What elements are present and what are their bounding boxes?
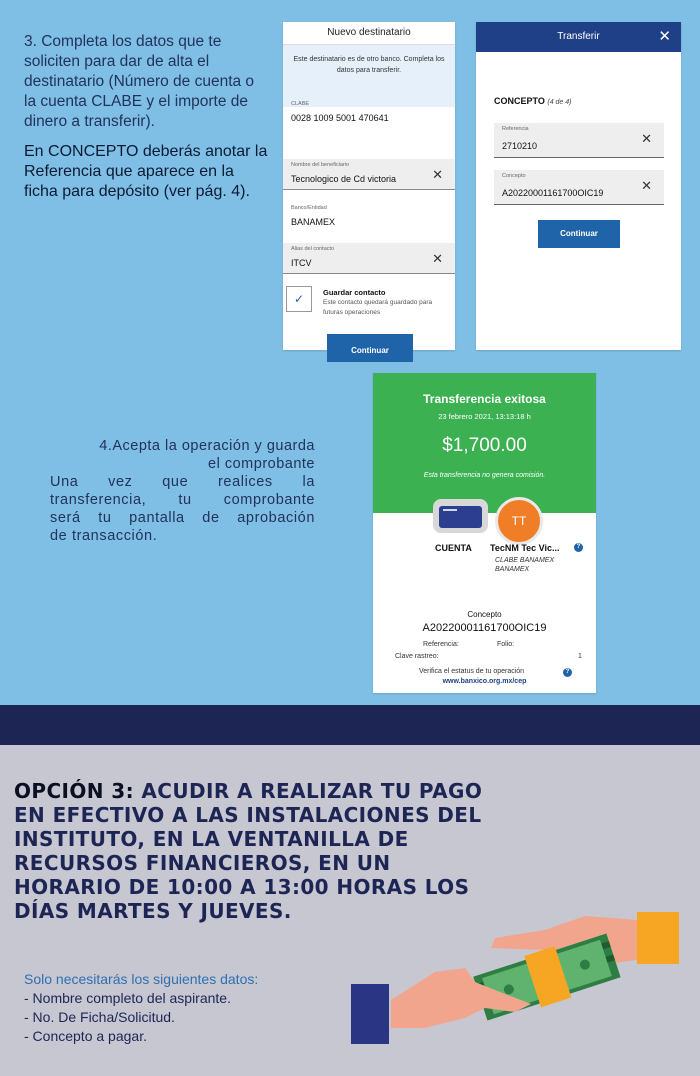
success-banner xyxy=(373,373,596,513)
close-icon[interactable]: ✕ xyxy=(658,28,671,45)
tracking-key-value: 1 xyxy=(578,653,582,660)
success-amount: $1,700.00 xyxy=(442,435,527,456)
step4-desc-line3: será tu pantalla de aprobación xyxy=(50,510,315,526)
new-recipient-screen xyxy=(283,22,455,355)
step4-desc-line4: de transacción. xyxy=(50,528,158,544)
save-contact-title: Guardar contacto xyxy=(323,288,386,297)
transfer-header xyxy=(476,22,681,52)
concept-label: Concepto xyxy=(502,173,526,179)
save-contact-desc: Este contacto quedará guardado para futuras operaciones xyxy=(323,299,433,316)
step3-concepto-note: En CONCEPTO deberás anotar la Referencia que aparece en la ficha para depósito (ver pág. 4). xyxy=(24,143,268,200)
requirement-item: - Concepto a pagar. xyxy=(24,1028,147,1044)
other-bank-notice: Este destinatario es de otro banco. Completa los datos para transferir. xyxy=(283,45,455,107)
alias-value: ITCV xyxy=(291,258,312,268)
requirements-list xyxy=(24,970,258,1046)
reference-field[interactable] xyxy=(494,123,664,158)
verify-status-text: Verifica el estatus de tu operación xyxy=(419,668,525,675)
step4-desc-line2: transferencia, tu comprobante xyxy=(50,492,315,508)
concept-value: A20220001161700OIC19 xyxy=(422,622,547,634)
continue-button[interactable]: Continuar xyxy=(538,220,620,248)
bank-value: BANAMEX xyxy=(291,217,336,227)
reference-label: Referencia: xyxy=(423,641,459,648)
alias-field[interactable] xyxy=(283,243,455,274)
success-title: Transferencia exitosa xyxy=(423,392,546,406)
bank-label: Banco/Entidad xyxy=(291,205,327,211)
clear-beneficiary-icon[interactable]: ✕ xyxy=(432,167,443,182)
clear-reference-icon[interactable]: ✕ xyxy=(641,131,652,146)
verify-info-icon[interactable]: ? xyxy=(563,668,572,677)
success-date: 23 febrero 2021, 13:13:18 h xyxy=(438,412,531,421)
bank-card-icon xyxy=(433,499,488,533)
left-cuff-shape xyxy=(351,984,389,1044)
clabe-bank-line1: CLABE BANAMEX xyxy=(495,557,555,564)
folio-label: Folio: xyxy=(497,641,515,648)
step4-desc-line1: Una vez que realices la xyxy=(50,474,315,490)
beneficiary-label: Nombre del beneficiario xyxy=(291,162,350,168)
concepto-step: (4 de 4) xyxy=(547,99,572,106)
divider-band xyxy=(0,705,700,745)
clear-alias-icon[interactable]: ✕ xyxy=(432,251,443,266)
option3-label: OPCIÓN 3: xyxy=(14,779,134,803)
commission-note: Esta transferencia no genera comisión. xyxy=(423,472,546,479)
clabe-field[interactable] xyxy=(283,98,455,128)
option3-body: ACUDIR A REALIZAR TU PAGO EN EFECTIVO A LAS INSTALACIONES DEL INSTITUTO, EN LA VENTANILLA DE RECURSOS FINANCIEROS, EN UN HORARIO DE 10:00 A 13:00 HORAS LOS DÍAS MARTES Y JUEVES. xyxy=(14,779,483,923)
right-cuff-shape xyxy=(637,912,679,964)
alias-label: Alias del contacto xyxy=(291,246,335,252)
step3-instructions xyxy=(24,32,269,212)
beneficiary-value: Tecnologico de Cd victoria xyxy=(291,174,397,184)
concept-field[interactable] xyxy=(494,170,664,205)
clabe-label: CLABE xyxy=(291,101,310,107)
clear-concept-icon[interactable]: ✕ xyxy=(641,178,652,193)
clabe-value: 0028 1009 5001 470641 xyxy=(291,113,389,123)
concepto-section-title xyxy=(494,96,571,106)
requirement-item: - No. De Ficha/Solicitud. xyxy=(24,1009,175,1025)
requirements-heading: Solo necesitarás los siguientes datos: xyxy=(24,971,259,987)
clabe-bank-line2: BANAMEX xyxy=(495,566,530,573)
requirement-item: - Nombre completo del aspirante. xyxy=(24,990,231,1006)
avatar: TT xyxy=(495,497,543,545)
reference-label: Referencia xyxy=(502,126,529,132)
transfer-success-screen xyxy=(373,373,596,693)
transfer-screen xyxy=(476,22,681,350)
continue-button[interactable]: Continuar xyxy=(327,334,413,362)
step4-heading-line2: el comprobante xyxy=(208,456,315,472)
save-contact-checkbox[interactable]: ✓ xyxy=(286,286,312,312)
account-label: CUENTA xyxy=(435,543,472,553)
cash-payment-illustration xyxy=(345,908,685,1048)
new-recipient-title: Nuevo destinatario xyxy=(283,22,455,45)
step4-heading-line1: 4.Acepta la operación y guarda xyxy=(99,438,315,454)
beneficiary-field[interactable] xyxy=(283,159,455,190)
concept-value: A20220001161700OIC19 xyxy=(502,188,604,198)
concept-heading: Concepto xyxy=(467,610,502,619)
tracking-key-label: Clave rastreo: xyxy=(395,653,439,660)
step3-text: 3. Completa los datos que te soliciten para dar de alta el destinatario (Número de cuenta o la cuenta CLABE y el importe de dinero a transferir). xyxy=(24,33,255,130)
banxico-link[interactable]: www.banxico.org.mx/cep xyxy=(442,678,527,685)
beneficiary-name: TecNM Tec Vic... xyxy=(490,543,560,553)
bank-field[interactable] xyxy=(283,202,455,232)
option3-text xyxy=(14,779,484,923)
info-icon[interactable]: ? xyxy=(574,543,583,552)
transfer-title: Transferir xyxy=(557,31,600,42)
concepto-title: CONCEPTO xyxy=(494,96,545,106)
reference-value: 2710210 xyxy=(502,141,538,151)
step4-instructions xyxy=(50,437,315,545)
